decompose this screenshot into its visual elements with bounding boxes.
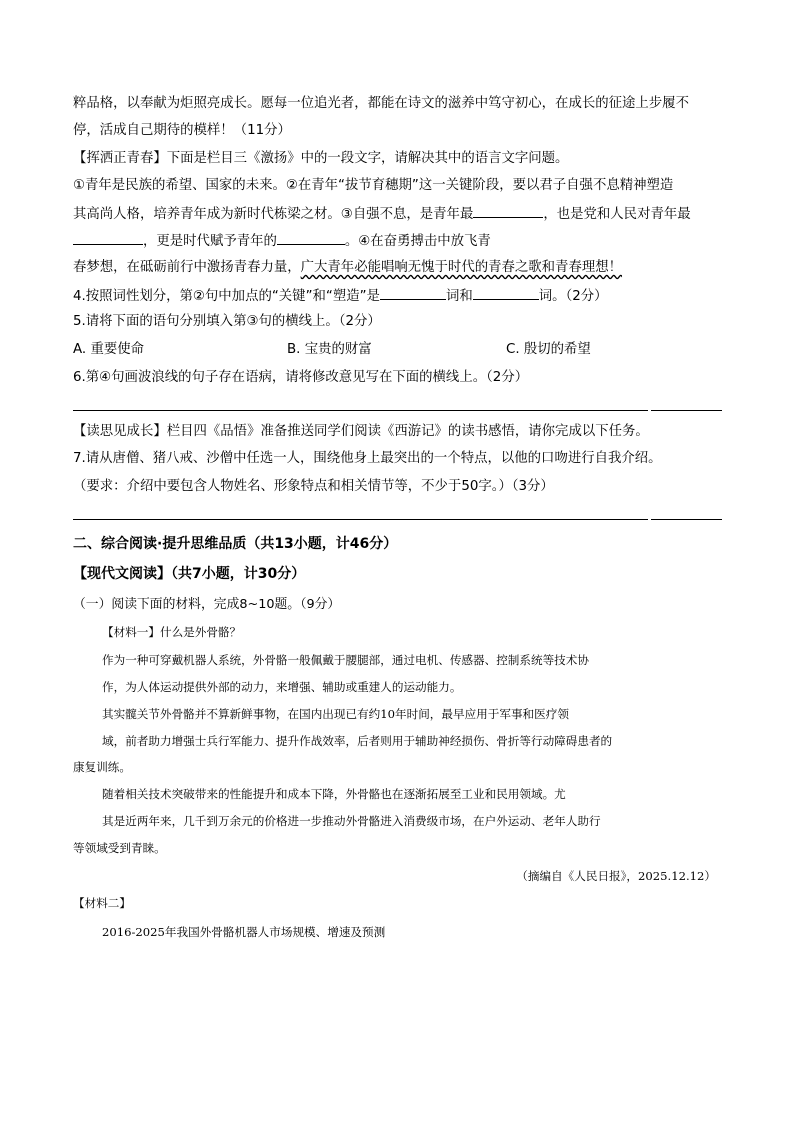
material-1-line: 作为一种可穿戴机器人系统，外骨骼一般佩戴于腰腿部，通过电机、传感器、控制系统等技术协: [102, 653, 589, 667]
material-1-line: 域，前者助力增强士兵行军能力、提升作战效率，后者则用于辅助神经损伤、骨折等行动障碍患者的: [102, 734, 613, 748]
material-1-source: （摘编自《人民日报》，2025.12.12）: [516, 869, 716, 883]
material-1-line: 等领域受到青睐。: [73, 841, 166, 855]
passage-line: [73, 258, 722, 278]
q5-option-b: B. 宝贵的财富: [287, 342, 372, 357]
passage-text: 春梦想，在砥砺前行中激扬青春力量，: [73, 260, 301, 275]
answer-line[interactable]: [651, 410, 722, 411]
para-line: 粹品格，以奉献为炬照亮成长。愿每一位追光者，都能在诗文的滋养中笃守初心，在成长的征途上步履不: [73, 96, 689, 111]
passage-text: ，也是党和人民对青年最: [543, 207, 691, 222]
question-5: 5.请将下面的语句分别填入第③句的横线上。（2分）: [73, 314, 381, 329]
q4-blank-1[interactable]: [380, 285, 446, 300]
answer-blank-1[interactable]: [473, 203, 543, 218]
q4-text-a: 4.按照词性划分，第②句中加点的“关键”和“塑造”是: [73, 289, 380, 304]
question-6: 6.第④句画波浪线的句子存在语病，请将修改意见写在下面的横线上。（2分）: [73, 370, 529, 385]
passage-line: [73, 230, 722, 252]
question-4: [73, 285, 722, 307]
material-2-heading: 【材料二】: [73, 896, 131, 910]
wavy-underlined-sentence: 广大青年必能唱响无愧于时代的青春之歌和青春理想！: [300, 260, 623, 275]
question-7: 7.请从唐僧、猪八戒、沙僧中任选一人，围绕他身上最突出的一个特点，以他的口吻进行自我介绍。: [73, 451, 662, 466]
answer-blank-2[interactable]: [73, 230, 143, 245]
reading-intro: （一）阅读下面的材料，完成8~10题。（9分）: [73, 597, 341, 612]
material-1-line: 其实髋关节外骨骼并不算新鲜事物，在国内出现已有约10年时间，最早应用于军事和医疗领: [102, 707, 569, 721]
material-1-line: 随着相关技术突破带来的性能提升和成本下降，外骨骼也在逐渐拓展至工业和民用领域。尤: [102, 787, 566, 801]
passage-text: 。④在奋勇搏击中放飞青: [344, 234, 491, 249]
material-1-line: 康复训练。: [73, 760, 131, 774]
para-line: 停，活成自己期待的模样！（11分）: [73, 123, 291, 138]
answer-line[interactable]: [651, 519, 722, 520]
answer-line[interactable]: [73, 519, 648, 520]
passage-line: [73, 203, 722, 225]
q5-option-a: A. 重要使命: [73, 342, 144, 357]
passage-line: ①青年是民族的希望、国家的未来。②在青年“拔节育穗期”这一关键阶段，要以君子自强不息精神塑造: [73, 178, 674, 193]
material-1-line: 作，为人体运动提供外部的动力，来增强、辅助或重建人的运动能力。: [102, 680, 462, 694]
answer-line[interactable]: [73, 410, 648, 411]
passage-text: 其高尚人格，培养青年成为新时代栋梁之材。③自强不息，是青年最: [73, 207, 474, 222]
q4-text-c: 词。（2分）: [538, 289, 608, 304]
subsection-title: 【现代文阅读】（共7小题，计30分）: [73, 566, 306, 582]
answer-blank-3[interactable]: [277, 230, 345, 245]
section-heading-line: 【读思见成长】栏目四《品悟》准备推送同学们阅读《西游记》的读书感悟，请你完成以下任务。: [73, 424, 649, 439]
q5-option-c: C. 殷切的希望: [506, 342, 591, 357]
material-1-line: 其是近两年来，几千到万余元的价格进一步推动外骨骼进入消费级市场，在户外运动、老年人助行: [102, 814, 601, 828]
q4-blank-2[interactable]: [473, 285, 539, 300]
question-7-requirement: （要求：介绍中要包含人物姓名、形象特点和相关情节等，不少于50字。）（3分）: [73, 479, 554, 494]
material-1-heading: 【材料一】什么是外骨骼？: [102, 625, 242, 639]
part-title: 二、综合阅读·提升思维品质（共13小题，计46分）: [73, 536, 398, 552]
q4-text-b: 词和: [445, 289, 473, 304]
section-heading-line: 【挥洒正青春】下面是栏目三《激扬》中的一段文字，请解决其中的语言文字问题。: [73, 151, 569, 166]
chart-title: 2016-2025年我国外骨骼机器人市场规模、增速及预测: [102, 925, 386, 939]
passage-text: ，更是时代赋予青年的: [143, 234, 277, 249]
